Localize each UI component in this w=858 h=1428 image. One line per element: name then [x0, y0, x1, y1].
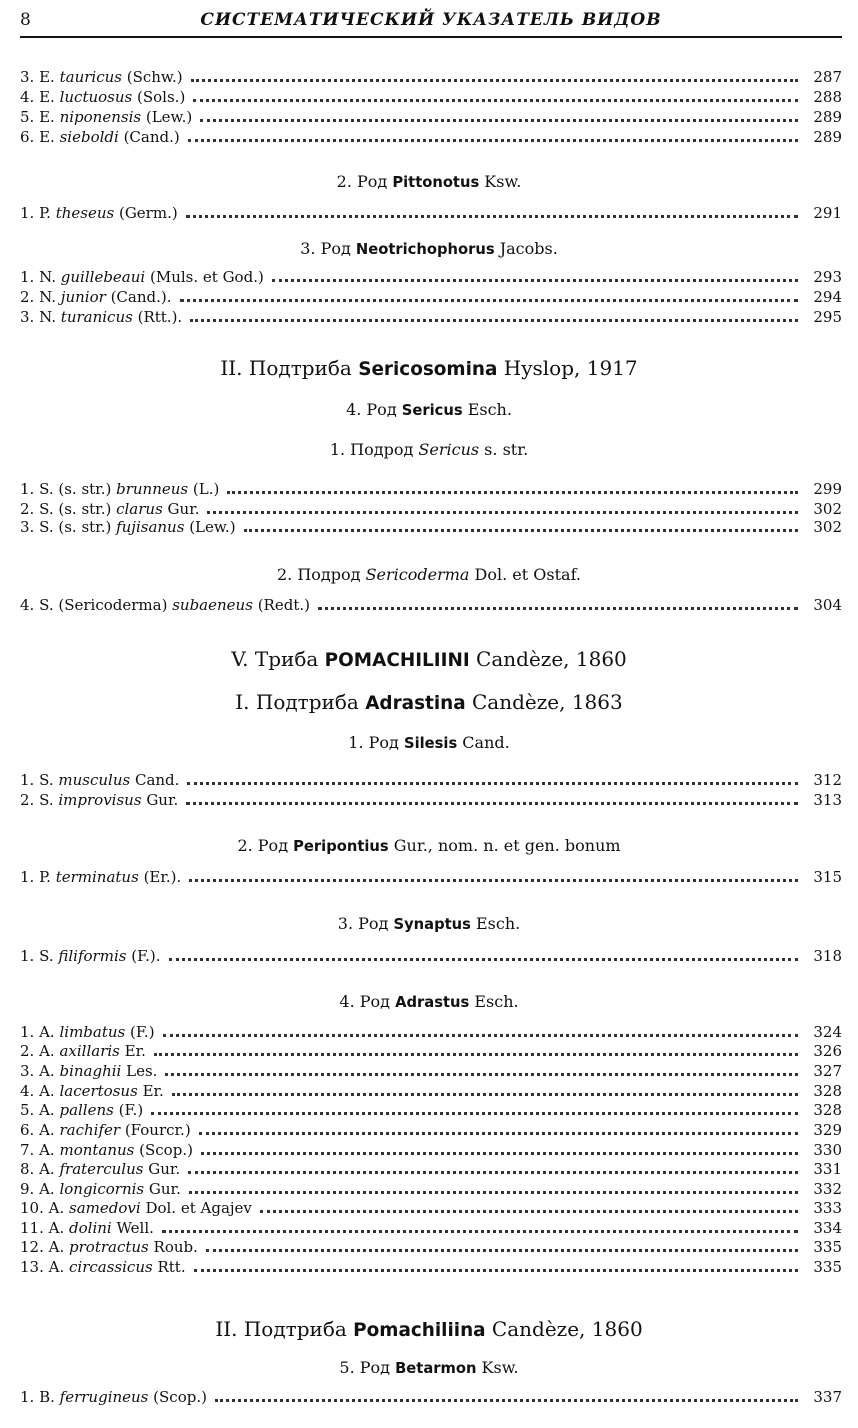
index-entry — [20, 791, 842, 809]
taxon-name: Silesis — [403, 735, 458, 752]
entry-page-number: 299 — [813, 480, 842, 498]
taxon-author: Candèze, 1863 — [465, 690, 623, 714]
entry-page-number: 287 — [813, 68, 842, 86]
dot-leader — [206, 1248, 798, 1252]
species-name: musculus — [58, 771, 131, 789]
taxon-author: Ksw. — [476, 1358, 519, 1377]
dot-leader — [207, 510, 798, 514]
heading-prefix: 3. Род — [300, 239, 356, 258]
species-name: pallens — [59, 1101, 114, 1119]
species-author: Gur. — [148, 1180, 181, 1198]
entry-number: 12. A. — [20, 1238, 65, 1256]
section-heading — [0, 992, 858, 1011]
section-heading — [0, 690, 858, 714]
entry-number: 8. A. — [20, 1160, 55, 1178]
index-entry — [20, 1042, 842, 1060]
section-heading — [0, 565, 858, 584]
species-name: niponensis — [59, 108, 142, 126]
dot-leader — [200, 118, 798, 122]
entry-text — [20, 1219, 154, 1237]
species-name: dolini — [69, 1219, 112, 1237]
entry-number: 2. S. — [20, 791, 54, 809]
entry-text — [20, 1180, 181, 1198]
entry-page-number: 293 — [813, 268, 842, 286]
index-entry — [20, 268, 842, 286]
index-entry — [20, 771, 842, 789]
dot-leader — [189, 1190, 798, 1194]
entry-page-number: 294 — [813, 288, 842, 306]
index-entry — [20, 1101, 842, 1119]
species-author: Rtt. — [157, 1258, 186, 1276]
entry-text — [20, 268, 264, 286]
heading-prefix: 2. Род — [336, 172, 393, 191]
species-name: junior — [60, 288, 106, 306]
entry-page-number: 289 — [813, 128, 842, 146]
taxon-name: Sericus — [401, 402, 463, 419]
entry-text — [20, 1160, 180, 1178]
dot-leader — [190, 318, 798, 322]
heading-prefix: 2. Род — [237, 836, 294, 855]
species-name: guillebeaui — [60, 268, 146, 286]
taxon-name: Synaptus — [393, 916, 471, 933]
species-name: rachifer — [59, 1121, 121, 1139]
entry-text — [20, 518, 236, 536]
dot-leader — [227, 490, 798, 494]
entry-number: 1. S. — [20, 947, 54, 965]
taxon-author: Cand. — [457, 733, 510, 752]
entry-number: 2. N. — [20, 288, 57, 306]
species-name: axillaris — [59, 1042, 120, 1060]
heading-prefix: 3. Род — [337, 914, 394, 933]
species-author: (Fourcr.) — [124, 1121, 191, 1139]
page-number: 8 — [20, 10, 31, 30]
section-heading — [0, 172, 858, 191]
entry-page-number: 330 — [813, 1141, 842, 1159]
species-name: tauricus — [59, 68, 122, 86]
taxon-author: Ksw. — [479, 172, 522, 191]
taxon-name: Sericosomina — [358, 359, 498, 380]
index-entry — [20, 1082, 842, 1100]
taxon-name: Pittonotus — [392, 174, 480, 191]
dot-leader — [188, 1170, 798, 1174]
entry-number: 11. A. — [20, 1219, 65, 1237]
entry-page-number: 334 — [813, 1219, 842, 1237]
entry-number: 2. S. (s. str.) — [20, 500, 112, 518]
index-entry — [20, 1023, 842, 1041]
taxon-author: Esch. — [470, 914, 521, 933]
dot-leader — [199, 1131, 798, 1135]
index-entry — [20, 108, 842, 126]
taxon-author: Hyslop, 1917 — [497, 356, 638, 380]
index-entry — [20, 68, 842, 86]
page-header — [20, 6, 842, 38]
index-entry — [20, 518, 842, 536]
dot-leader — [172, 1092, 798, 1096]
species-name: brunneus — [116, 480, 189, 498]
entry-text — [20, 1101, 143, 1119]
species-name: improvisus — [58, 791, 142, 809]
dot-leader — [186, 801, 798, 805]
entry-text — [20, 108, 192, 126]
species-author: (Muls. et God.) — [150, 268, 264, 286]
entry-page-number: 332 — [813, 1180, 842, 1198]
entry-text — [20, 1121, 191, 1139]
entry-page-number: 328 — [813, 1082, 842, 1100]
entry-page-number: 302 — [813, 500, 842, 518]
species-author: (F.) — [130, 1023, 155, 1041]
entry-number: 5. A. — [20, 1101, 55, 1119]
entry-text — [20, 500, 199, 518]
heading-prefix: 5. Род — [339, 1358, 396, 1377]
species-name: lacertosus — [59, 1082, 138, 1100]
entry-number: 1. S. — [20, 771, 54, 789]
taxon-name: Adrastus — [395, 994, 470, 1011]
entry-number: 3. A. — [20, 1062, 55, 1080]
entry-page-number: 313 — [813, 791, 842, 809]
species-name: turanicus — [60, 308, 133, 326]
species-author: Roub. — [153, 1238, 198, 1256]
entry-page-number: 318 — [813, 947, 842, 965]
dot-leader — [169, 957, 798, 961]
entry-number: 2. A. — [20, 1042, 55, 1060]
species-author: (Schw.) — [126, 68, 183, 86]
entry-page-number: 288 — [813, 88, 842, 106]
section-heading — [0, 1358, 858, 1377]
entry-text — [20, 791, 178, 809]
species-author: Les. — [126, 1062, 158, 1080]
taxon-author: s. str. — [479, 440, 529, 459]
entry-text — [20, 1141, 193, 1159]
species-author: (Cand.). — [110, 288, 172, 306]
index-entry — [20, 596, 842, 614]
species-author: (Lew.) — [145, 108, 193, 126]
species-author: Gur. — [148, 1160, 181, 1178]
entry-number: 5. E. — [20, 108, 55, 126]
entry-page-number: 337 — [813, 1388, 842, 1406]
species-name: sieboldi — [59, 128, 119, 146]
entry-number: 1. S. (s. str.) — [20, 480, 112, 498]
section-heading — [0, 440, 858, 459]
entry-page-number: 304 — [813, 596, 842, 614]
section-heading — [0, 400, 858, 419]
entry-text — [20, 947, 161, 965]
species-author: (F.). — [131, 947, 161, 965]
species-name: theseus — [55, 204, 115, 222]
species-author: (F.) — [118, 1101, 144, 1119]
entry-page-number: 331 — [813, 1160, 842, 1178]
species-name: luctuosus — [59, 88, 133, 106]
species-author: Cand. — [134, 771, 180, 789]
entry-text — [20, 1082, 164, 1100]
entry-number: 4. A. — [20, 1082, 55, 1100]
index-entry — [20, 308, 842, 326]
species-author: Dol. et Agajev — [145, 1199, 252, 1217]
entry-text — [20, 1042, 146, 1060]
dot-leader — [215, 1398, 798, 1402]
taxon-author: Candèze, 1860 — [469, 647, 627, 671]
heading-prefix: V. Триба — [231, 647, 325, 671]
entry-number: 10. A. — [20, 1199, 65, 1217]
species-author: (Scop.) — [139, 1141, 193, 1159]
entry-number: 3. S. (s. str.) — [20, 518, 112, 536]
dot-leader — [180, 298, 799, 302]
species-author: (Lew.) — [189, 518, 236, 536]
section-heading — [0, 239, 858, 258]
entry-text — [20, 771, 179, 789]
entry-page-number: 328 — [813, 1101, 842, 1119]
dot-leader — [154, 1052, 798, 1056]
species-author: (Er.). — [143, 868, 182, 886]
entry-text — [20, 204, 178, 222]
entry-text — [20, 1388, 207, 1406]
entry-number: 1. P. — [20, 204, 51, 222]
entry-text — [20, 1258, 186, 1276]
index-entry — [20, 88, 842, 106]
entry-page-number: 326 — [813, 1042, 842, 1060]
index-entry — [20, 1062, 842, 1080]
dot-leader — [162, 1229, 798, 1233]
species-name: fujisanus — [116, 518, 185, 536]
species-author: Gur. — [167, 500, 200, 518]
entry-number: 4. S. (Sericoderma) — [20, 596, 168, 614]
entry-text — [20, 1238, 198, 1256]
entry-page-number: 335 — [813, 1238, 842, 1256]
species-name: samedovi — [69, 1199, 141, 1217]
dot-leader — [318, 606, 798, 610]
entry-page-number: 329 — [813, 1121, 842, 1139]
entry-text — [20, 1199, 252, 1217]
species-author: (Rtt.). — [137, 308, 183, 326]
taxon-author: Gur., nom. n. et gen. bonum — [388, 836, 621, 855]
section-heading — [0, 836, 858, 855]
entry-number: 6. E. — [20, 128, 55, 146]
species-name: ferrugineus — [59, 1388, 149, 1406]
species-name: filiformis — [58, 947, 127, 965]
species-author: (Redt.) — [257, 596, 310, 614]
heading-prefix: I. Подтриба — [235, 690, 366, 714]
dot-leader — [201, 1151, 798, 1155]
entry-page-number: 324 — [813, 1023, 842, 1041]
taxon-author: Esch. — [469, 992, 519, 1011]
dot-leader — [244, 528, 798, 532]
index-entry — [20, 1219, 842, 1237]
species-name: longicornis — [59, 1180, 145, 1198]
taxon-author: Jacobs. — [494, 239, 558, 258]
entry-text — [20, 596, 310, 614]
section-heading — [0, 356, 858, 380]
taxon-name: Sericus — [418, 440, 480, 459]
entry-page-number: 335 — [813, 1258, 842, 1276]
entry-text — [20, 288, 172, 306]
taxon-name: POMACHILIINI — [324, 650, 470, 671]
species-name: subaeneus — [172, 596, 253, 614]
dot-leader — [187, 781, 798, 785]
index-entry — [20, 868, 842, 886]
index-entry — [20, 288, 842, 306]
entry-number: 6. A. — [20, 1121, 55, 1139]
dot-leader — [194, 1268, 798, 1272]
entry-page-number: 333 — [813, 1199, 842, 1217]
entry-text — [20, 1062, 157, 1080]
dot-leader — [189, 878, 798, 882]
entry-text — [20, 68, 183, 86]
entry-number: 3. N. — [20, 308, 57, 326]
dot-leader — [260, 1209, 798, 1213]
species-author: Well. — [116, 1219, 154, 1237]
entry-page-number: 312 — [813, 771, 842, 789]
index-entry — [20, 1258, 842, 1276]
taxon-name: Adrastina — [365, 693, 466, 714]
section-heading — [0, 733, 858, 752]
entry-number: 1. P. — [20, 868, 51, 886]
taxon-name: Betarmon — [395, 1360, 477, 1377]
species-name: binaghii — [59, 1062, 122, 1080]
entry-text — [20, 88, 185, 106]
index-entry — [20, 1238, 842, 1256]
entry-page-number: 315 — [813, 868, 842, 886]
dot-leader — [163, 1033, 798, 1037]
entry-text — [20, 128, 180, 146]
species-author: (Cand.) — [123, 128, 180, 146]
taxon-author: Dol. et Ostaf. — [469, 565, 582, 584]
entry-number: 1. B. — [20, 1388, 55, 1406]
species-name: limbatus — [59, 1023, 126, 1041]
index-entry — [20, 204, 842, 222]
section-heading — [0, 647, 858, 671]
entry-page-number: 289 — [813, 108, 842, 126]
index-entry — [20, 1160, 842, 1178]
dot-leader — [193, 98, 798, 102]
entry-text — [20, 480, 219, 498]
heading-prefix: 2. Подрод — [276, 565, 366, 584]
section-heading — [0, 1317, 858, 1341]
heading-prefix: 4. Род — [339, 992, 396, 1011]
dot-leader — [272, 278, 798, 282]
species-author: Er. — [124, 1042, 146, 1060]
running-title: СИСТЕМАТИЧЕСКИЙ УКАЗАТЕЛЬ ВИДОВ — [200, 10, 662, 30]
dot-leader — [191, 78, 798, 82]
heading-prefix: 4. Род — [346, 400, 402, 419]
entry-number: 9. A. — [20, 1180, 55, 1198]
index-entry — [20, 1121, 842, 1139]
taxon-name: Sericoderma — [365, 565, 470, 584]
taxon-author: Esch. — [462, 400, 512, 419]
entry-text — [20, 1023, 155, 1041]
index-entry — [20, 128, 842, 146]
index-entry — [20, 1388, 842, 1406]
entry-text — [20, 308, 182, 326]
species-author: Gur. — [146, 791, 179, 809]
heading-prefix: 1. Род — [348, 733, 404, 752]
species-name: fraterculus — [59, 1160, 144, 1178]
entry-page-number: 295 — [813, 308, 842, 326]
entry-text — [20, 868, 181, 886]
species-name: montanus — [59, 1141, 135, 1159]
species-name: circassicus — [69, 1258, 153, 1276]
heading-prefix: II. Подтриба — [220, 356, 359, 380]
index-entry — [20, 947, 842, 965]
entry-page-number: 291 — [813, 204, 842, 222]
entry-number: 7. A. — [20, 1141, 55, 1159]
entry-number: 4. E. — [20, 88, 55, 106]
entry-number: 1. A. — [20, 1023, 55, 1041]
species-name: clarus — [116, 500, 163, 518]
species-author: (Germ.) — [118, 204, 178, 222]
species-author: (Scop.) — [153, 1388, 207, 1406]
species-name: terminatus — [55, 868, 139, 886]
dot-leader — [186, 214, 798, 218]
entry-number: 13. A. — [20, 1258, 65, 1276]
index-entry — [20, 1141, 842, 1159]
species-author: (L.) — [192, 480, 220, 498]
entry-page-number: 327 — [813, 1062, 842, 1080]
index-entry — [20, 1199, 842, 1217]
entry-page-number: 302 — [813, 518, 842, 536]
dot-leader — [165, 1072, 798, 1076]
taxon-name: Neotrichophorus — [355, 241, 495, 258]
heading-prefix: 1. Подрод — [329, 440, 419, 459]
index-entry — [20, 480, 842, 498]
species-author: (Sols.) — [137, 88, 186, 106]
dot-leader — [188, 138, 798, 142]
species-author: Er. — [142, 1082, 164, 1100]
index-entry — [20, 500, 842, 518]
entry-number: 1. N. — [20, 268, 57, 286]
section-heading — [0, 914, 858, 933]
species-name: protractus — [69, 1238, 149, 1256]
taxon-name: Peripontius — [293, 838, 389, 855]
taxon-author: Candèze, 1860 — [485, 1317, 643, 1341]
index-entry — [20, 1180, 842, 1198]
entry-number: 3. E. — [20, 68, 55, 86]
heading-prefix: II. Подтриба — [215, 1317, 354, 1341]
dot-leader — [151, 1111, 798, 1115]
taxon-name: Pomachiliina — [353, 1320, 486, 1341]
